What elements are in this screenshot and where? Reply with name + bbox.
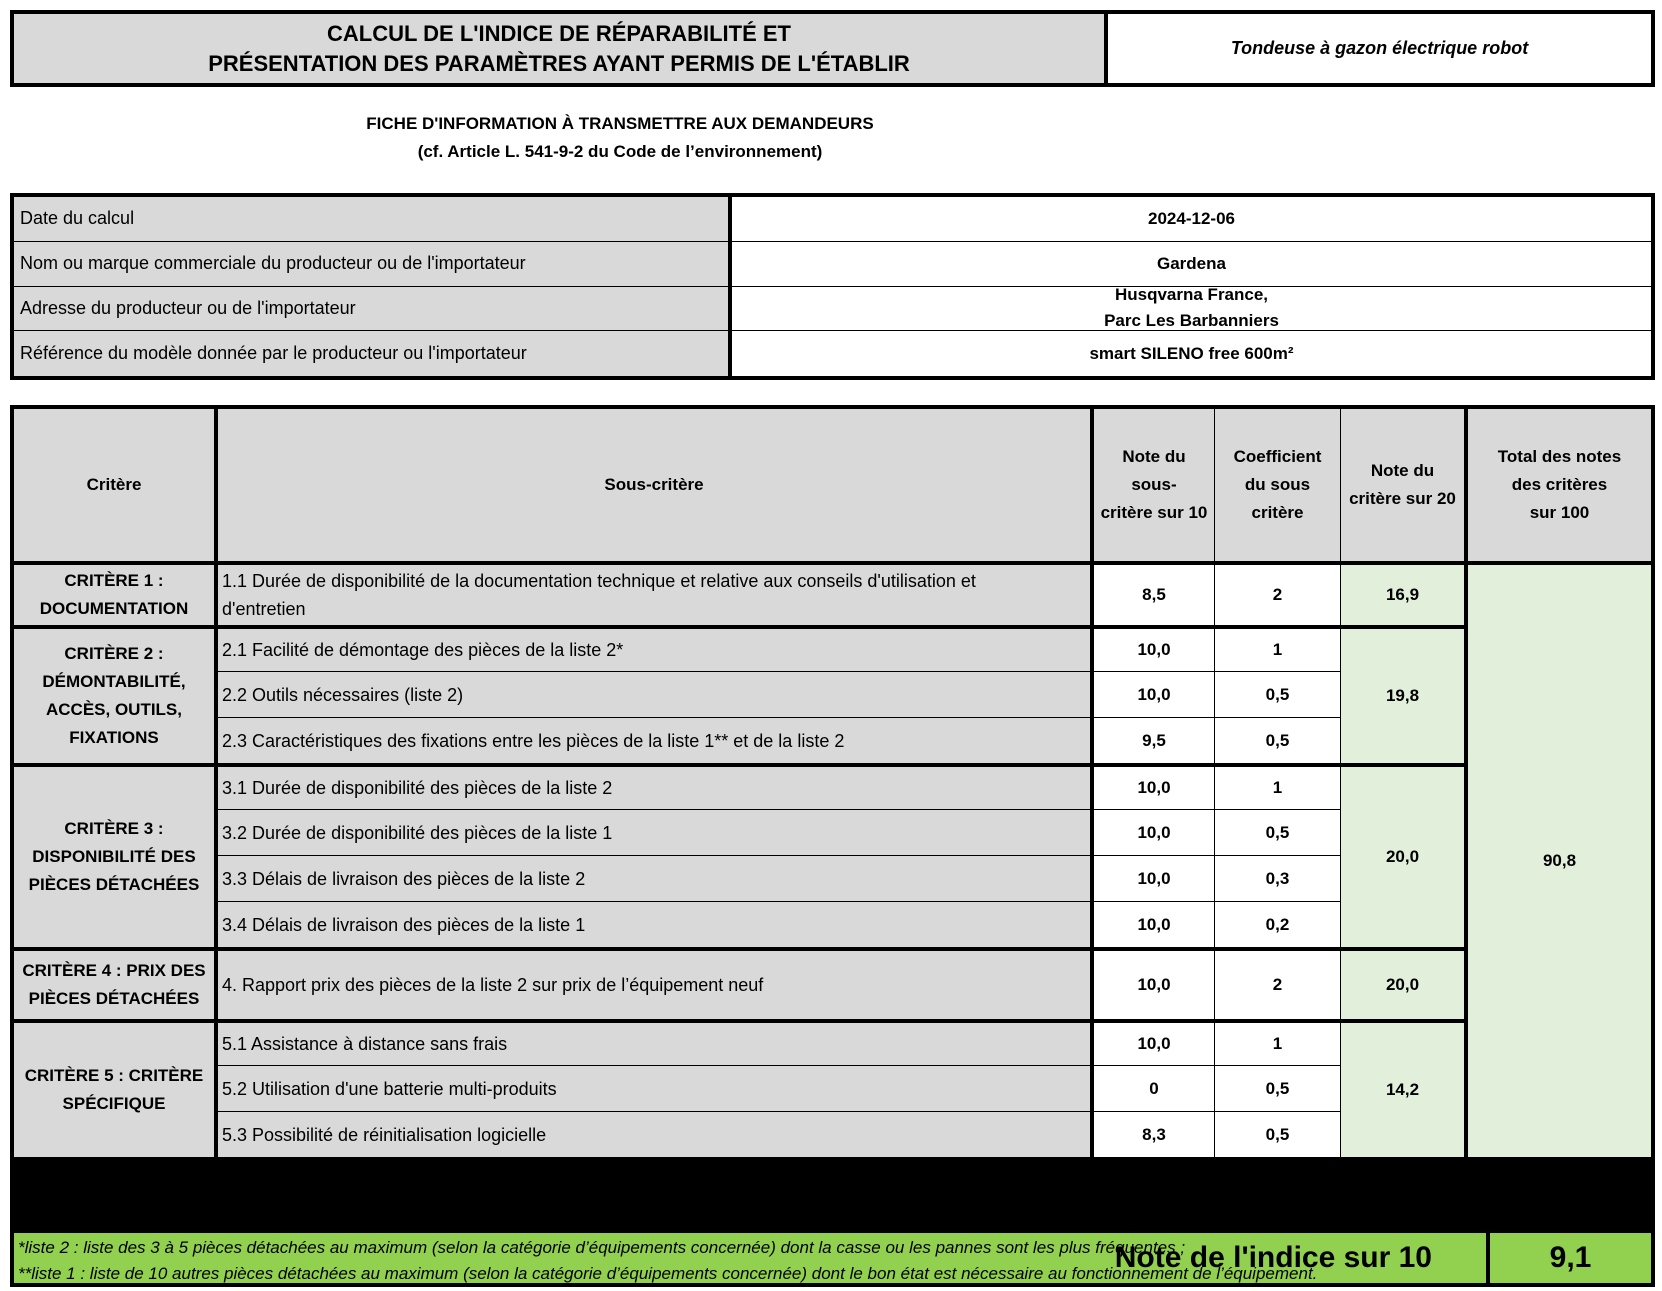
info-table <box>10 193 1655 380</box>
criterion-text: PIÈCES DÉTACHÉES <box>28 875 200 894</box>
header-text: des critères <box>1511 475 1608 494</box>
header-text: critère sur 20 <box>1349 489 1456 508</box>
address-line-2: Parc Les Barbanniers <box>1104 311 1279 331</box>
header-text: sur 100 <box>1529 503 1590 522</box>
criterion-1-label <box>14 561 214 625</box>
subtitle-line-2: (cf. Article L. 541-9-2 du Code de l’environnement) <box>417 142 823 161</box>
sub-score: 10,0 <box>1090 855 1214 901</box>
header-text: critère <box>1251 503 1304 522</box>
header-text: Note du <box>1370 461 1435 480</box>
coefficient: 1 <box>1214 625 1340 671</box>
sub-criterion-2-1: 2.1 Facilité de démontage des pièces de la liste 2* <box>214 625 1090 671</box>
sub-score: 8,5 <box>1090 561 1214 625</box>
header-text: Note du sous- <box>1122 447 1186 494</box>
sub-score: 10,0 <box>1090 625 1214 671</box>
header-sous-critere: Sous-critère <box>214 409 1090 561</box>
sub-criterion-3-1: 3.1 Durée de disponibilité des pièces de la liste 2 <box>214 763 1090 809</box>
sub-criterion-text: d'entretien <box>222 599 306 619</box>
sub-criterion-5-1: 5.1 Assistance à distance sans frais <box>214 1019 1090 1065</box>
sub-criterion-text: 1.1 Durée de disponibilité de la documentation technique et relative aux conseils d'utilisation et <box>222 571 976 591</box>
header-text: Total des notes <box>1497 447 1622 466</box>
info-row-brand <box>14 242 1651 287</box>
sub-score: 10,0 <box>1090 901 1214 947</box>
coefficient: 2 <box>1214 561 1340 625</box>
sub-criterion-3-4: 3.4 Délais de livraison des pièces de la liste 1 <box>214 901 1090 947</box>
criterion-text: PIÈCES DÉTACHÉES <box>28 989 200 1008</box>
sub-criterion-2-2: 2.2 Outils nécessaires (liste 2) <box>214 671 1090 717</box>
sub-score: 10,0 <box>1090 947 1214 1019</box>
sub-score: 10,0 <box>1090 1019 1214 1065</box>
criterion-2-label <box>14 625 214 763</box>
sub-criterion-2-3: 2.3 Caractéristiques des fixations entre les pièces de la liste 1** et de la liste 2 <box>214 717 1090 763</box>
coefficient: 0,5 <box>1214 1065 1340 1111</box>
info-label: Adresse du producteur ou de l'importateur <box>14 287 732 331</box>
criterion-text: CRITÈRE 5 : CRITÈRE <box>24 1066 204 1085</box>
coefficient: 0,5 <box>1214 671 1340 717</box>
criterion-3-label <box>14 763 214 947</box>
final-index-value: 9,1 <box>1549 1241 1592 1274</box>
sub-score: 10,0 <box>1090 809 1214 855</box>
footnote-2: **liste 1 : liste de 10 autres pièces détachées au maximum (selon la catégorie d’équipements concernée) dont le bon état est nécessaire au fonctionnement de l’équipement. <box>18 1264 1318 1283</box>
product-type: Tondeuse à gazon électrique robot <box>1230 38 1529 58</box>
info-label: Nom ou marque commerciale du producteur ou de l'importateur <box>14 242 732 286</box>
info-label: Date du calcul <box>14 197 732 241</box>
final-index-label: Note de l'indice sur 10 <box>14 1233 1490 1283</box>
header-coefficient <box>1214 409 1340 561</box>
coefficient: 0,3 <box>1214 855 1340 901</box>
criterion-2-score: 19,8 <box>1340 625 1464 763</box>
sub-criterion-5-2: 5.2 Utilisation d'une batterie multi-produits <box>214 1065 1090 1111</box>
document-header <box>10 10 1655 87</box>
criterion-3-score: 20,0 <box>1340 763 1464 947</box>
criterion-text: CRITÈRE 4 : PRIX DES <box>22 961 206 980</box>
title-line-1: CALCUL DE L'INDICE DE RÉPARABILITÉ ET <box>327 20 791 46</box>
criterion-text: CRITÈRE 3 : <box>64 819 164 838</box>
criterion-5-score: 14,2 <box>1340 1019 1464 1157</box>
header-text: Coefficient <box>1233 447 1322 466</box>
sub-score: 8,3 <box>1090 1111 1214 1157</box>
info-value <box>732 287 1651 331</box>
header-critere: Critère <box>14 409 214 561</box>
title-line-2: PRÉSENTATION DES PARAMÈTRES AYANT PERMIS DE L'ÉTABLIR <box>208 50 910 76</box>
header-note-critere <box>1340 409 1464 561</box>
criterion-text: FIXATIONS <box>69 728 159 747</box>
info-label: Référence du modèle donnée par le producteur ou l'importateur <box>14 331 732 376</box>
criterion-4-label <box>14 947 214 1019</box>
info-row-model <box>14 331 1651 376</box>
criterion-text: SPÉCIFIQUE <box>62 1094 166 1113</box>
criterion-text: CRITÈRE 1 : <box>64 571 164 590</box>
coefficient: 0,5 <box>1214 809 1340 855</box>
address-line-1: Husqvarna France, <box>1114 285 1269 305</box>
coefficient: 1 <box>1214 763 1340 809</box>
criterion-text: ACCÈS, OUTILS, <box>45 700 182 719</box>
subtitle-line-1: FICHE D'INFORMATION À TRANSMETTRE AUX DEMANDEURS <box>366 114 874 133</box>
sub-score: 10,0 <box>1090 671 1214 717</box>
coefficient: 0,2 <box>1214 901 1340 947</box>
coefficient: 1 <box>1214 1019 1340 1065</box>
coefficient: 2 <box>1214 947 1340 1019</box>
total-score: 90,8 <box>1464 561 1651 1157</box>
footnote-1: *liste 2 : liste des 3 à 5 pièces détachées au maximum (selon la catégorie d’équipements concernée) dont la casse ou les pannes sont les plus fréquentes ; <box>18 1238 1186 1257</box>
criterion-1-score: 16,9 <box>1340 561 1464 625</box>
info-value: 2024-12-06 <box>1148 208 1235 228</box>
sub-criterion-1-1 <box>214 561 1090 625</box>
criterion-text: DÉMONTABILITÉ, <box>42 672 186 691</box>
coefficient: 0,5 <box>1214 1111 1340 1157</box>
form-subtitle <box>250 110 990 166</box>
header-text: critère sur 10 <box>1100 503 1208 522</box>
header-text: du sous <box>1244 475 1311 494</box>
sub-criterion-3-3: 3.3 Délais de livraison des pièces de la liste 2 <box>214 855 1090 901</box>
header-note-sous-critere <box>1090 409 1214 561</box>
coefficient: 0,5 <box>1214 717 1340 763</box>
sub-criterion-5-3: 5.3 Possibilité de réinitialisation logicielle <box>214 1111 1090 1157</box>
sub-criterion-4: 4. Rapport prix des pièces de la liste 2 sur prix de l’équipement neuf <box>214 947 1090 1019</box>
sub-score: 0 <box>1090 1065 1214 1111</box>
criterion-text: DISPONIBILITÉ DES <box>32 847 196 866</box>
criterion-text: CRITÈRE 2 : <box>64 644 164 663</box>
criterion-text: DOCUMENTATION <box>39 599 189 618</box>
sub-score: 9,5 <box>1090 717 1214 763</box>
document-title <box>14 14 1108 83</box>
header-total <box>1464 409 1651 561</box>
sub-criterion-3-2: 3.2 Durée de disponibilité des pièces de la liste 1 <box>214 809 1090 855</box>
info-row-address <box>14 287 1651 332</box>
info-row-date <box>14 197 1651 242</box>
info-value: smart SILENO free 600m² <box>1089 343 1294 363</box>
scoring-table <box>10 405 1655 1233</box>
criterion-5-label <box>14 1019 214 1157</box>
criterion-4-score: 20,0 <box>1340 947 1464 1019</box>
info-value: Gardena <box>1157 253 1226 273</box>
sub-score: 10,0 <box>1090 763 1214 809</box>
